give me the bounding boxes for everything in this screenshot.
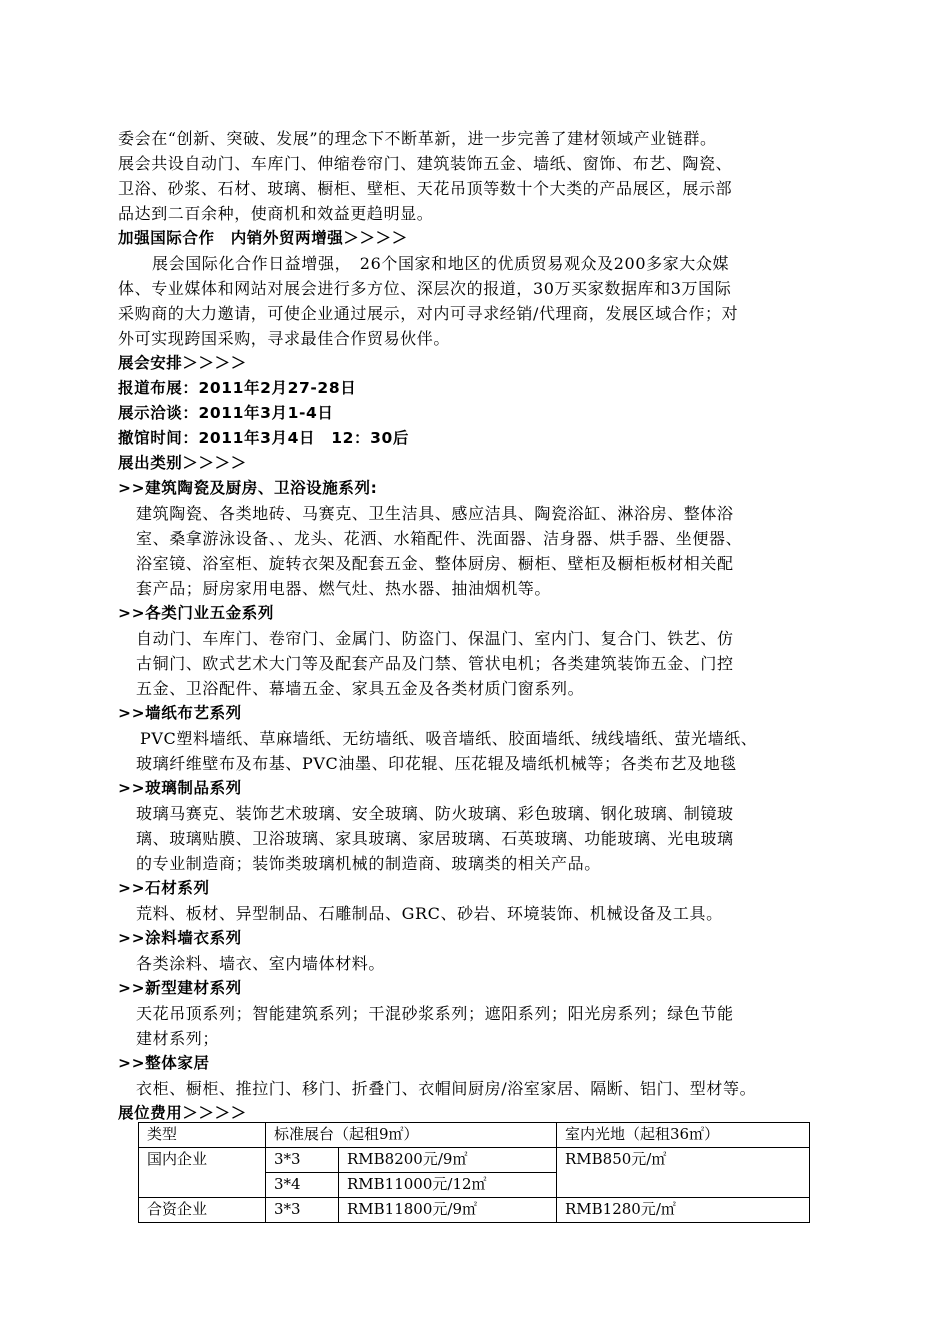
category-line: 室、桑拿游泳设备、、龙头、花洒、水箱配件、洗面器、洁身器、烘手器、坐便器、 <box>136 529 743 548</box>
category-line: 天花吊顶系列；智能建筑系列；干混砂浆系列；遮阳系列；阳光房系列；绿色节能 <box>136 1004 734 1023</box>
intro-line: 展会共设自动门、车库门、伸缩卷帘门、建筑装饰五金、墙纸、窗饰、布艺、陶瓷、 <box>118 154 733 173</box>
table-row <box>139 1198 810 1223</box>
intro-line: 品达到二百余种，使商机和效益更趋明显。 <box>118 204 434 223</box>
intro-line: 卫浴、砂浆、石材、玻璃、橱柜、壁柜、天花吊顶等数十个大类的产品展区，展示部 <box>118 179 733 198</box>
table-header-cell: 室内光地（起租36㎡） <box>557 1123 810 1148</box>
table-cell-type: 合资企业 <box>139 1198 266 1223</box>
category-line: 各类涂料、墙衣、室内墙体材料。 <box>136 954 386 973</box>
category-line: 玻璃马赛克、装饰艺术玻璃、安全玻璃、防火玻璃、彩色玻璃、钢化玻璃、制镜玻 <box>136 804 734 823</box>
schedule-item: 报道布展：2011年2月27-28日 <box>118 379 357 397</box>
schedule-item: 展示洽谈：2011年3月1-4日 <box>118 404 334 422</box>
category-line: 的专业制造商；装饰类玻璃机械的制造商、玻璃类的相关产品。 <box>136 854 601 873</box>
international-line: 外可实现跨国采购，寻求最佳合作贸易伙伴。 <box>118 329 451 348</box>
table-cell-spec: 3*4 <box>266 1173 339 1198</box>
category-title: >>石材系列 <box>118 879 210 897</box>
category-title: >>涂料墙衣系列 <box>118 929 242 947</box>
category-line: 浴室镜、浴室柜、旋转衣架及配套五金、整体厨房、橱柜、壁柜及橱柜板材相关配 <box>136 554 734 573</box>
international-heading: 加强国际合作 内销外贸两增强＞＞＞＞ <box>118 229 408 247</box>
table-cell-spec: 3*3 <box>266 1198 339 1223</box>
schedule-item: 撤馆时间：2011年3月4日 12：30后 <box>118 429 409 447</box>
category-title: >>整体家居 <box>118 1054 210 1072</box>
fee-table <box>138 1122 810 1223</box>
category-line: 建筑陶瓷、各类地砖、马赛克、卫生洁具、感应洁具、陶瓷浴缸、淋浴房、整体浴 <box>136 504 734 523</box>
category-line: 璃、玻璃贴膜、卫浴玻璃、家具玻璃、家居玻璃、石英玻璃、功能玻璃、光电玻璃 <box>136 829 734 848</box>
table-cell-indoor: RMB1280元/㎡ <box>557 1198 810 1223</box>
table-cell-spec: 3*3 <box>266 1148 339 1173</box>
table-cell-price: RMB11800元/9㎡ <box>339 1198 557 1223</box>
document-page <box>118 126 838 1126</box>
category-line: 建材系列； <box>136 1029 220 1048</box>
category-title: >>新型建材系列 <box>118 979 242 997</box>
category-line: 荒料、板材、异型制品、石雕制品、GRC、砂岩、环境装饰、机械设备及工具。 <box>136 904 723 923</box>
international-line: 采购商的大力邀请，可使企业通过展示，对内可寻求经销/代理商，发展区域合作；对 <box>118 304 739 323</box>
category-line: PVC塑料墙纸、草麻墙纸、无纺墙纸、吸音墙纸、胶面墙纸、绒线墙纸、萤光墙纸、 <box>140 729 758 748</box>
categories-heading: 展出类别＞＞＞＞ <box>118 454 247 472</box>
table-header-cell: 标准展台（起租9㎡） <box>266 1123 557 1148</box>
category-title: >>墙纸布艺系列 <box>118 704 242 722</box>
table-cell-price: RMB11000元/12㎡ <box>339 1173 557 1198</box>
category-line: 衣柜、橱柜、推拉门、移门、折叠门、衣帽间厨房/浴室家居、隔断、铝门、型材等。 <box>136 1079 757 1098</box>
table-header-cell: 类型 <box>139 1123 266 1148</box>
category-line: 玻璃纤维壁布及布基、PVC油墨、印花辊、压花辊及墙纸机械等；各类布艺及地毯 <box>136 754 737 773</box>
category-line: 套产品；厨房家用电器、燃气灶、热水器、抽油烟机等。 <box>136 579 552 598</box>
category-line: 五金、卫浴配件、幕墙五金、家具五金及各类材质门窗系列。 <box>136 679 585 698</box>
table-cell-price: RMB8200元/9㎡ <box>339 1148 557 1173</box>
table-header-row <box>139 1123 810 1148</box>
intro-line: 委会在“创新、突破、发展”的理念下不断革新，进一步完善了建材领域产业链群。 <box>118 129 717 148</box>
table-cell-indoor: RMB850元/㎡ <box>557 1148 810 1198</box>
international-line: 展会国际化合作日益增强， 26个国家和地区的优质贸易观众及200多家大众媒 <box>152 254 730 273</box>
international-line: 体、专业媒体和网站对展会进行多方位、深层次的报道，30万买家数据库和3万国际 <box>118 279 732 298</box>
table-row <box>139 1148 810 1173</box>
fees-heading: 展位费用＞＞＞＞ <box>118 1104 247 1122</box>
table-cell-type: 国内企业 <box>139 1148 266 1198</box>
category-line: 自动门、车库门、卷帘门、金属门、防盗门、保温门、室内门、复合门、铁艺、仿 <box>136 629 734 648</box>
category-title: >>玻璃制品系列 <box>118 779 242 797</box>
category-title: >>建筑陶瓷及厨房、卫浴设施系列: <box>118 479 378 497</box>
category-line: 古铜门、欧式艺术大门等及配套产品及门禁、管状电机；各类建筑装饰五金、门控 <box>136 654 734 673</box>
schedule-heading: 展会安排＞＞＞＞ <box>118 354 247 372</box>
category-title: >>各类门业五金系列 <box>118 604 274 622</box>
